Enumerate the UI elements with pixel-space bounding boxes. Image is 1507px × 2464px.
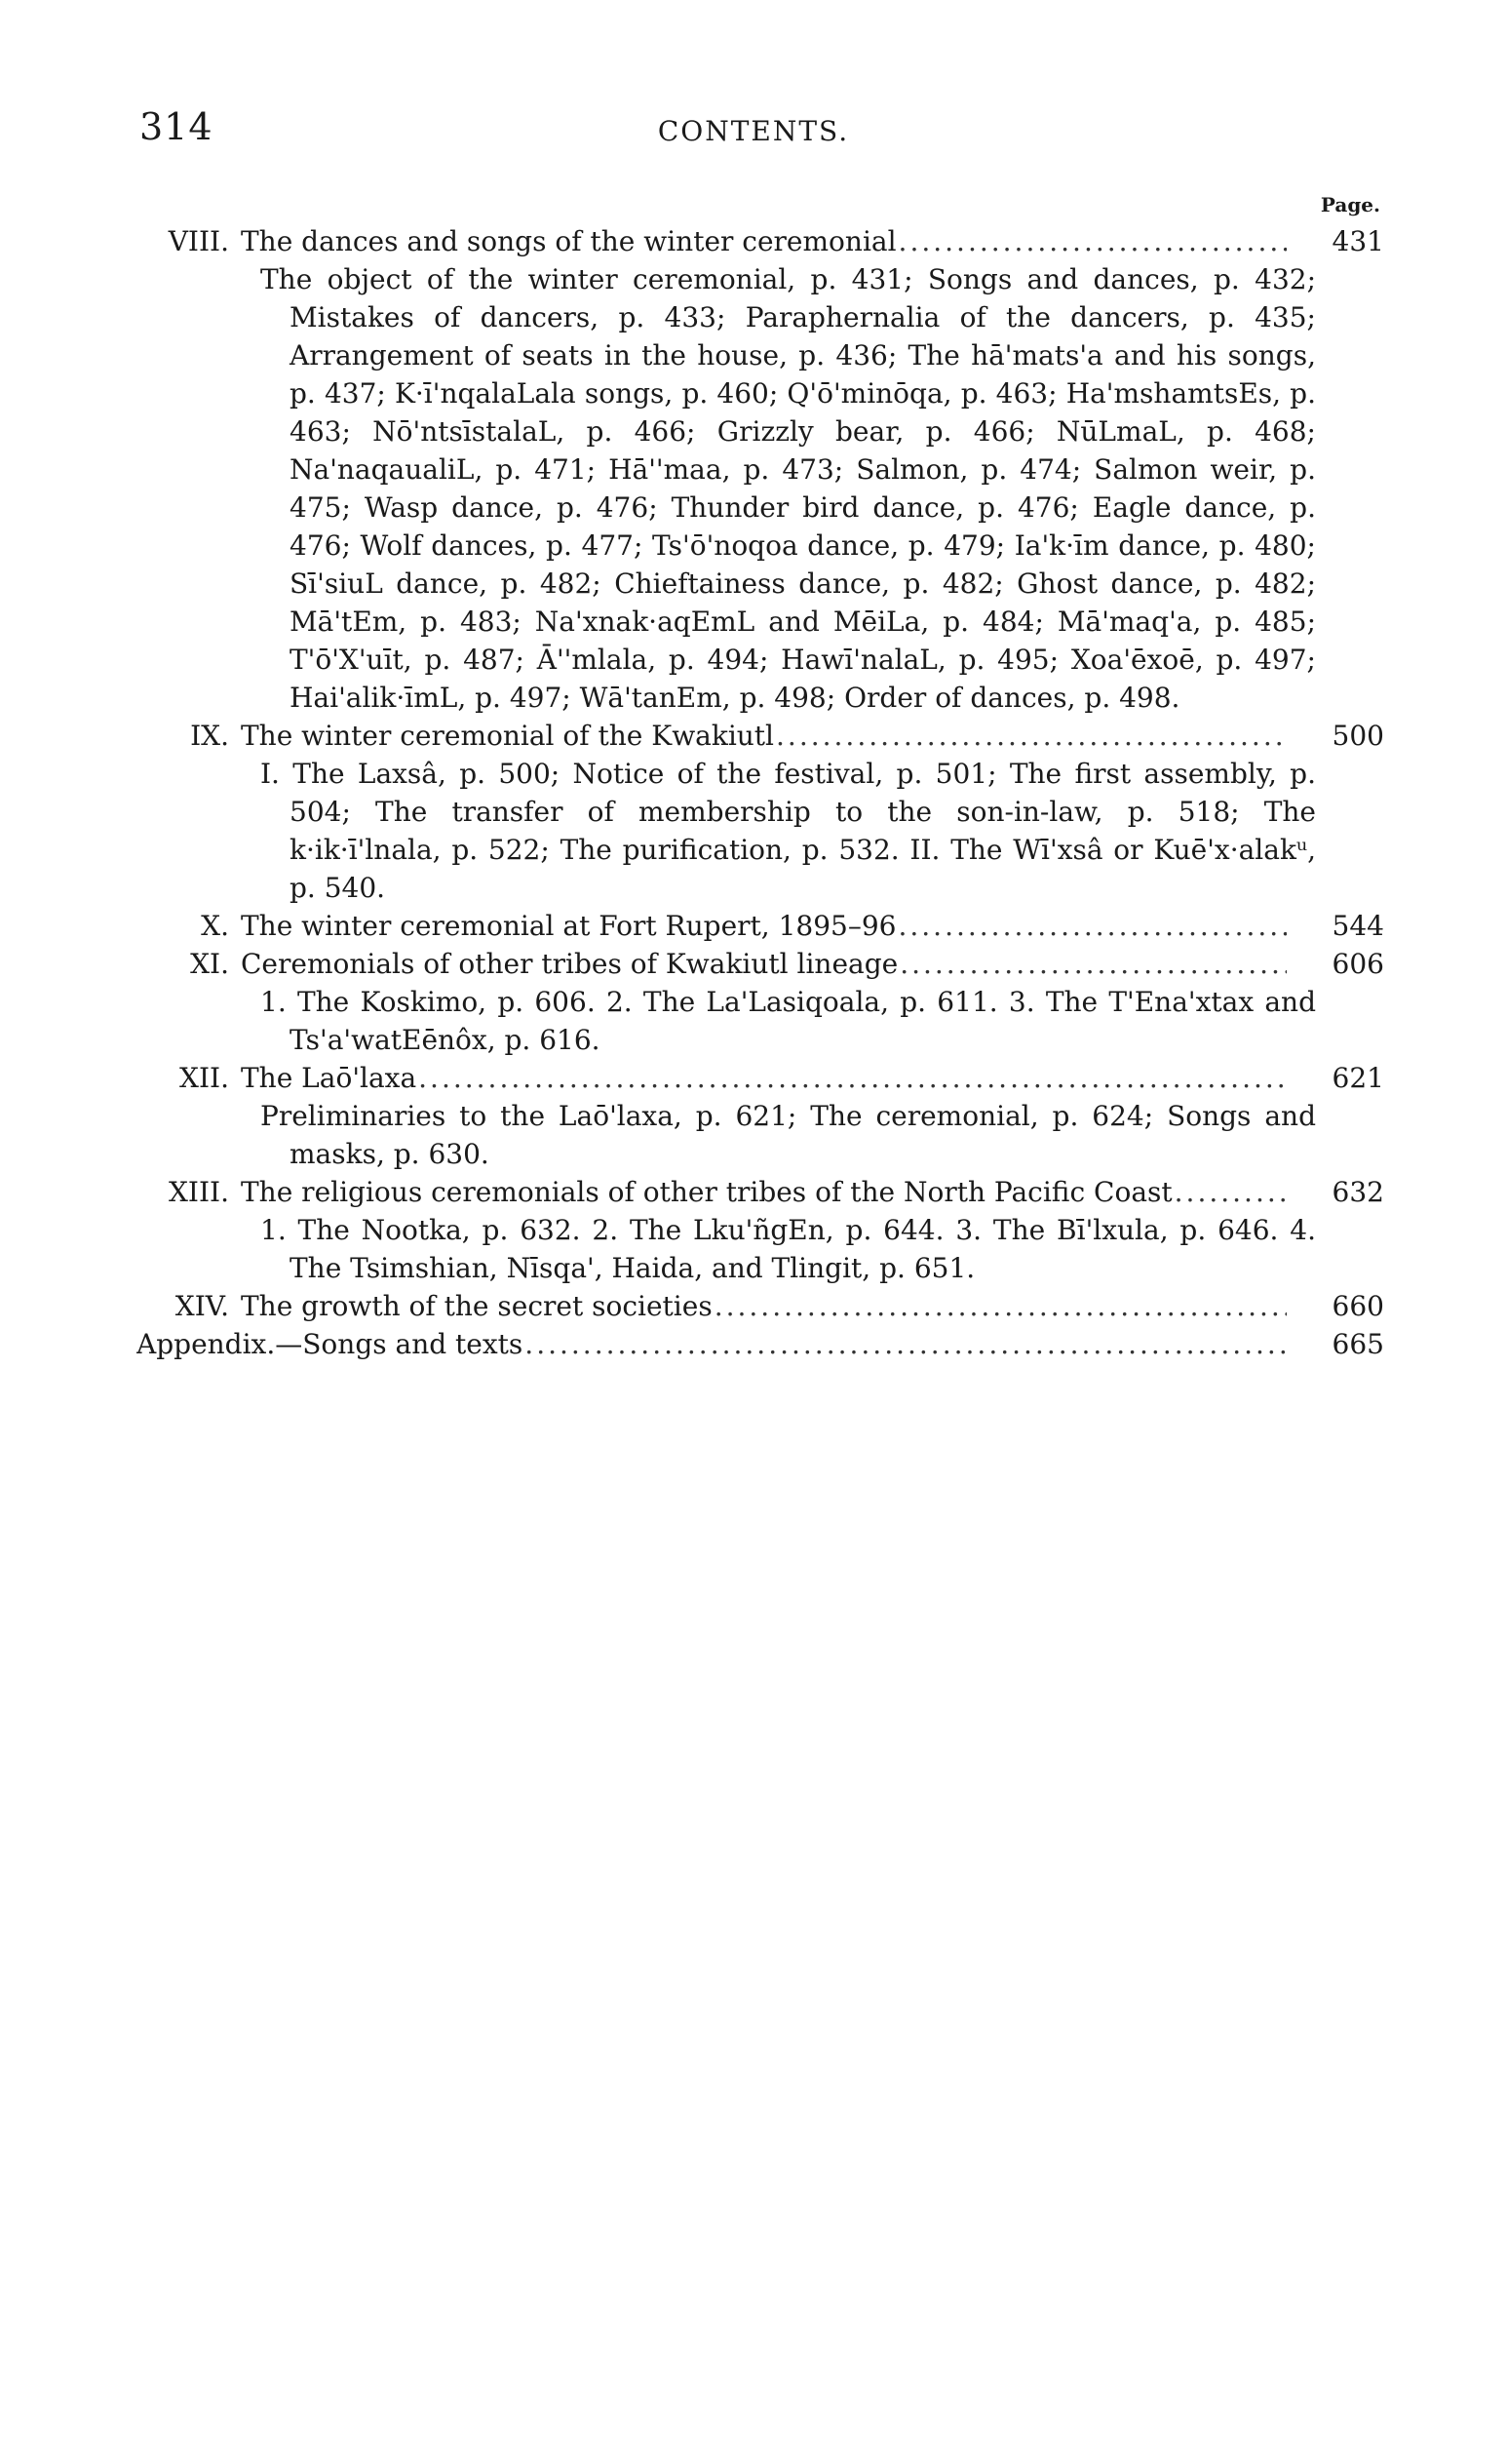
chapter-number: VIII. <box>168 225 229 257</box>
chapter-title: Appendix.—Songs and texts <box>136 1328 523 1360</box>
page-ref: 665 <box>1332 1328 1384 1360</box>
chapter-title: Ceremonials of other tribes of Kwakiutl lineage <box>241 948 899 980</box>
table-of-contents <box>136 222 1384 1363</box>
toc-entry-appendix <box>136 1325 1384 1363</box>
page-column-label: Page. <box>1320 193 1380 216</box>
chapter-title: The dances and songs of the winter ceremonial <box>241 225 897 257</box>
toc-entry-xiii <box>136 1173 1384 1211</box>
page-ref: 500 <box>1332 720 1384 752</box>
toc-entry-xii <box>136 1059 1384 1097</box>
chapter-title: The winter ceremonial of the Kwakiutl <box>241 720 775 752</box>
page-ref: 431 <box>1332 225 1384 257</box>
toc-entry-viii <box>136 222 1384 260</box>
toc-entry-xi <box>136 945 1384 983</box>
dot-leader <box>899 222 1287 260</box>
dot-leader <box>900 945 1287 983</box>
chapter-number: XIII. <box>168 1176 229 1208</box>
chapter-title: The religious ceremonials of other tribes of the North Pacific Coast <box>241 1176 1173 1208</box>
chapter-title: The winter ceremonial at Fort Rupert, 1895–96 <box>241 910 897 942</box>
toc-entry-x <box>136 907 1384 945</box>
chapter-subentries: 1. The Koskimo, p. 606. 2. The La'Lasiqoala, p. 611. 3. The T'Ena'xtax and Ts'a'watEēnôx, p. 616. <box>260 986 1316 1056</box>
dot-leader <box>1175 1173 1287 1211</box>
dot-leader <box>524 1325 1287 1363</box>
chapter-subentries: Preliminaries to the Laō'laxa, p. 621; The ceremonial, p. 624; Songs and masks, p. 630. <box>260 1100 1316 1170</box>
toc-entry-xiv <box>136 1287 1384 1325</box>
chapter-subentries: 1. The Nootka, p. 632. 2. The Lku'ñgEn, p. 644. 3. The Bī'lxula, p. 646. 4. The Tsimshian, Nīsqa', Haida, and Tlingit, p. 651. <box>260 1214 1316 1284</box>
page-ref: 621 <box>1332 1062 1384 1094</box>
chapter-number: X. <box>201 910 229 942</box>
page-ref: 660 <box>1332 1290 1384 1322</box>
chapter-subentries: I. The Laxsâ, p. 500; Notice of the festival, p. 501; The first assembly, p. 504; The transfer of membership to the son-in-law, p. 518; The k·ik·ī'lnala, p. 522; The purification, p. 532. II. The Wī'xsâ or Kuē'x·alakᵘ, p. 540. <box>260 758 1316 904</box>
dot-leader <box>715 1287 1287 1325</box>
dot-leader <box>418 1059 1287 1097</box>
chapter-title: The growth of the secret societies <box>241 1290 713 1322</box>
chapter-subentries: The object of the winter ceremonial, p. 431; Songs and dances, p. 432; Mistakes of dancers, p. 433; Paraphernalia of the dancers, p. 435; Arrangement of seats in the house, p. 436; The hā'mats'a and his songs, p. 437; K·ī'nqalaLala songs, p. 460; Q'ō'minōqa, p. 463; Ha'mshamtsEs, p. 463; Nō'ntsīstalaL, p. 466; Grizzly bear, p. 466; NūLmaL, p. 468; Na'naqaualiL, p. 471; Hā''maa, p. 473; Salmon, p. 474; Salmon weir, p. 475; Wasp dance, p. 476; Thunder bird dance, p. 476; Eagle dance, p. 476; Wolf dances, p. 477; Ts'ō'noqoa dance, p. 479; Ia'k·īm dance, p. 480; Sī'siuL dance, p. 482; Chieftainess dance, p. 482; Ghost dance, p. 482; Mā'tEm, p. 483; Na'xnak·aqEmL and MēiLa, p. 484; Mā'maq'a, p. 485; T'ō'X'uīt, p. 487; Ā''mlala, p. 494; Hawī'nalaL, p. 495; Xoa'ēxoē, p. 497; Hai'alik·īmL, p. 497; Wā'tanEm, p. 498; Order of dances, p. 498. <box>260 263 1316 714</box>
chapter-number: IX. <box>190 720 229 752</box>
chapter-number: XIV. <box>174 1290 229 1322</box>
dot-leader <box>898 907 1287 945</box>
page-ref: 544 <box>1332 910 1384 942</box>
page-number: 314 <box>139 105 213 148</box>
page-ref: 606 <box>1332 948 1384 980</box>
chapter-title: The Laō'laxa <box>241 1062 417 1094</box>
dot-leader <box>776 717 1287 755</box>
chapter-number: XI. <box>190 948 229 980</box>
chapter-number: XII. <box>179 1062 229 1094</box>
running-head: CONTENTS. <box>657 115 850 147</box>
page-ref: 632 <box>1332 1176 1384 1208</box>
toc-entry-ix <box>136 717 1384 755</box>
